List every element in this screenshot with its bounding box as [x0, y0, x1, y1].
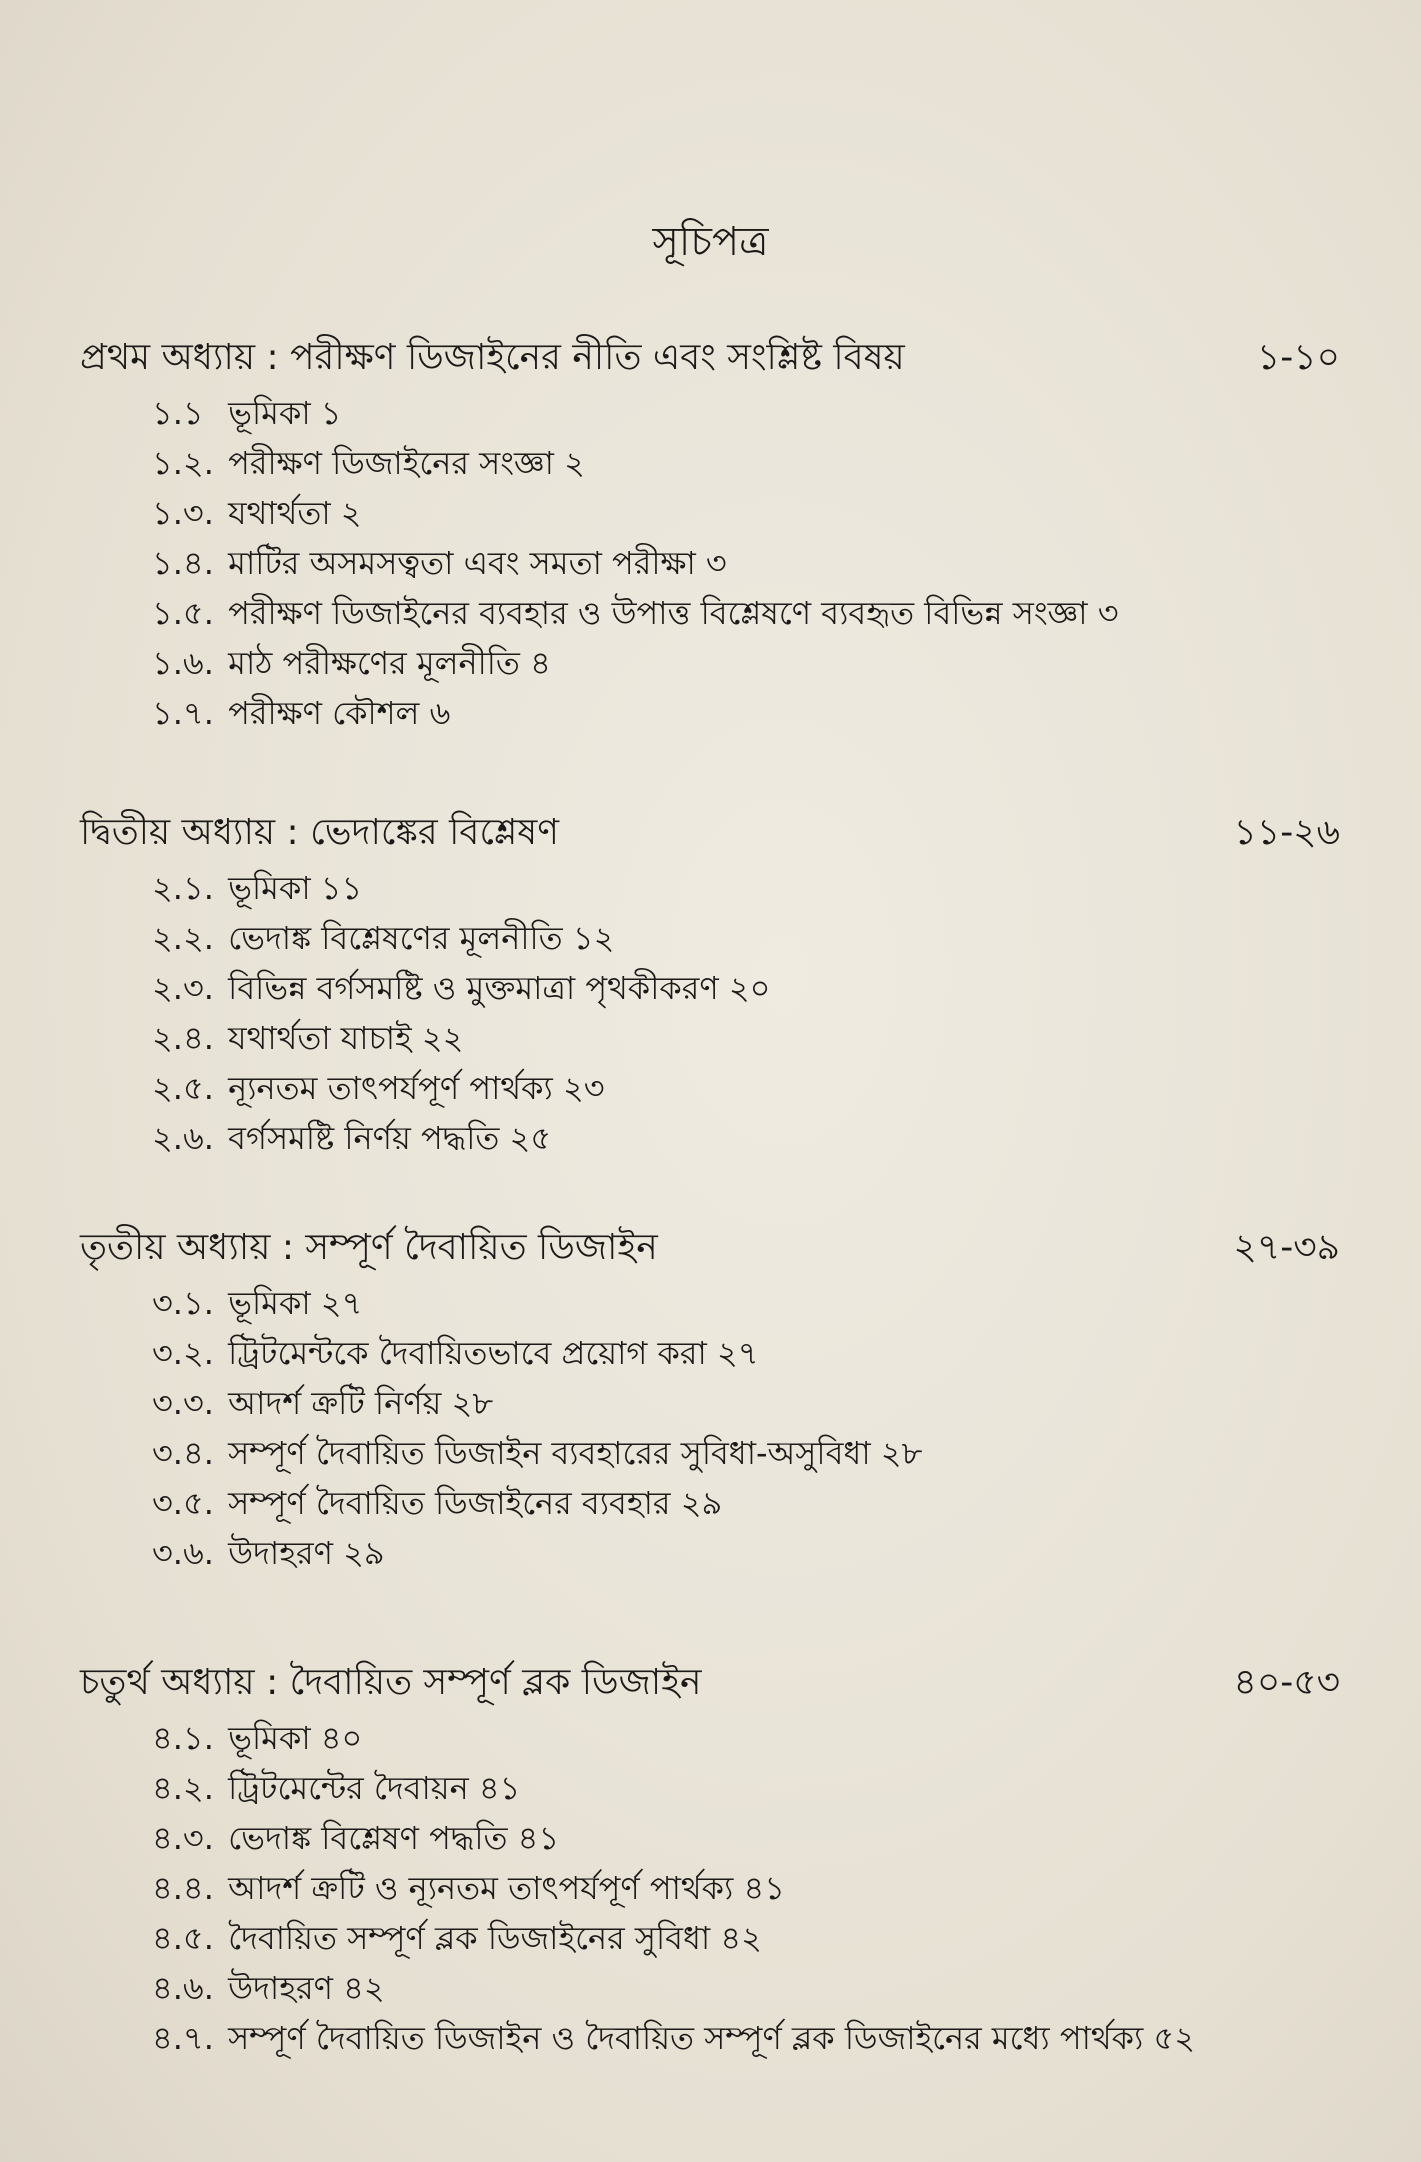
section-entry	[152, 1113, 1340, 1163]
section-number: ১.৫.	[152, 594, 214, 632]
chapter-page-range: ১-১০	[1256, 337, 1340, 378]
section-number: ৪.৪.	[152, 1869, 214, 1907]
section-title: ট্রিটমেন্টের দৈবায়ন ৪১	[228, 1769, 521, 1807]
chapter-heading	[80, 805, 1340, 863]
section-title: ভূমিকা ৪০	[228, 1719, 363, 1757]
section-title: উদাহরণ ৪২	[228, 1969, 385, 2007]
section-number: ৩.৩.	[152, 1384, 214, 1422]
section-number: ২.১.	[152, 869, 214, 907]
section-title: মাঠ পরীক্ষণের মূলনীতি ৪	[228, 644, 551, 682]
chapter-page-range: ১১-২৬	[1233, 812, 1340, 853]
section-entry	[152, 538, 1340, 588]
section-entry	[152, 1963, 1340, 2013]
section-entry	[152, 1713, 1340, 1763]
section-entry	[152, 1763, 1340, 1813]
section-entry	[152, 913, 1340, 963]
section-number: ১.১	[152, 394, 204, 432]
section-list	[80, 863, 1340, 1163]
chapter-title: চতুর্থ অধ্যায় : দৈবায়িত সম্পূর্ণ ব্লক ডিজাইন	[80, 1662, 702, 1703]
section-entry	[152, 2013, 1340, 2063]
section-title: দৈবায়িত সম্পূর্ণ ব্লক ডিজাইনের সুবিধা ৪২	[228, 1919, 762, 1957]
section-title: ভূমিকা ২৭	[228, 1284, 363, 1322]
section-number: ১.৪.	[152, 544, 214, 582]
chapter-page-range: ৪০-৫৩	[1233, 1662, 1340, 1703]
section-title: ভেদাঙ্ক বিশ্লেষণের মূলনীতি ১২	[228, 919, 615, 957]
section-title: ভূমিকা ১১	[228, 869, 363, 907]
chapter-3	[80, 1220, 1340, 1578]
section-number: ৩.৪.	[152, 1434, 214, 1472]
section-list	[80, 1278, 1340, 1578]
section-entry	[152, 1013, 1340, 1063]
section-number: ৩.২.	[152, 1334, 214, 1372]
section-number: ১.৭.	[152, 694, 214, 732]
section-number: ৪.১.	[152, 1719, 214, 1757]
section-entry	[152, 1328, 1340, 1378]
section-list	[80, 388, 1340, 738]
section-number: ১.২.	[152, 444, 214, 482]
section-number: ১.৩.	[152, 494, 214, 532]
section-entry	[152, 1428, 1340, 1478]
chapter-4	[80, 1655, 1340, 2063]
section-entry	[152, 963, 1340, 1013]
chapter-heading	[80, 330, 1340, 388]
page-title: সূচিপত্র	[652, 219, 769, 265]
section-title: যথার্থতা ২	[228, 494, 362, 532]
section-number: ৩.১.	[152, 1284, 214, 1322]
section-entry	[152, 688, 1340, 738]
chapter-title: দ্বিতীয় অধ্যায় : ভেদাঙ্কের বিশ্লেষণ	[80, 812, 560, 853]
section-title: পরীক্ষণ ডিজাইনের ব্যবহার ও উপাত্ত বিশ্লেষণে ব্যবহৃত বিভিন্ন সংজ্ঞা ৩	[228, 594, 1119, 632]
section-entry	[152, 438, 1340, 488]
section-entry	[152, 1528, 1340, 1578]
section-title: ট্রিটমেন্টকে দৈবায়িতভাবে প্রয়োগ করা ২৭	[228, 1334, 759, 1372]
section-number: ৪.৬.	[152, 1969, 214, 2007]
section-entry	[152, 1478, 1340, 1528]
chapter-1	[80, 330, 1340, 738]
section-number: ৩.৫.	[152, 1484, 214, 1522]
section-entry	[152, 1863, 1340, 1913]
section-title: উদাহরণ ২৯	[228, 1534, 385, 1572]
section-number: ৩.৬.	[152, 1534, 214, 1572]
section-entry	[152, 1063, 1340, 1113]
section-number: ২.৬.	[152, 1119, 214, 1157]
section-entry	[152, 1278, 1340, 1328]
section-number: ৪.৩.	[152, 1819, 214, 1857]
section-title: সম্পূর্ণ দৈবায়িত ডিজাইন ও দৈবায়িত সম্পূর্ণ ব্লক ডিজাইনের মধ্যে পার্থক্য ৫২	[228, 2019, 1196, 2057]
section-number: ৪.৭.	[152, 2019, 214, 2057]
section-entry	[152, 588, 1340, 638]
section-entry	[152, 388, 1340, 438]
section-title: সম্পূর্ণ দৈবায়িত ডিজাইনের ব্যবহার ২৯	[228, 1484, 723, 1522]
section-entry	[152, 1378, 1340, 1428]
chapter-heading	[80, 1655, 1340, 1713]
section-title: বিভিন্ন বর্গসমষ্টি ও মুক্তমাত্রা পৃথকীকরণ ২০	[228, 969, 771, 1007]
section-title: বর্গসমষ্টি নির্ণয় পদ্ধতি ২৫	[228, 1119, 552, 1157]
section-entry	[152, 488, 1340, 538]
chapter-title: তৃতীয় অধ্যায় : সম্পূর্ণ দৈবায়িত ডিজাইন	[80, 1227, 658, 1268]
section-number: ৪.২.	[152, 1769, 214, 1807]
section-entry	[152, 1913, 1340, 1963]
section-title: পরীক্ষণ কৌশল ৬	[228, 694, 451, 732]
section-title: ভূমিকা ১	[228, 394, 342, 432]
chapter-heading	[80, 1220, 1340, 1278]
section-number: ৪.৫.	[152, 1919, 214, 1957]
section-number: ২.৪.	[152, 1019, 214, 1057]
section-title: যথার্থতা যাচাই ২২	[228, 1019, 464, 1057]
section-title: আদর্শ ক্রটি ও ন্যূনতম তাৎপর্যপূর্ণ পার্থক্য ৪১	[228, 1869, 785, 1907]
section-entry	[152, 638, 1340, 688]
chapter-page-range: ২৭-৩৯	[1233, 1227, 1340, 1268]
section-number: ২.৩.	[152, 969, 214, 1007]
chapter-2	[80, 805, 1340, 1163]
section-title: সম্পূর্ণ দৈবায়িত ডিজাইন ব্যবহারের সুবিধা-অসুবিধা ২৮	[228, 1434, 923, 1472]
section-title: মাটির অসমসত্বতা এবং সমতা পরীক্ষা ৩	[228, 544, 727, 582]
section-title: ভেদাঙ্ক বিশ্লেষণ পদ্ধতি ৪১	[228, 1819, 560, 1857]
section-entry	[152, 863, 1340, 913]
section-title: আদর্শ ক্রটি নির্ণয় ২৮	[228, 1384, 494, 1422]
section-number: ২.২.	[152, 919, 214, 957]
chapter-title: প্রথম অধ্যায় : পরীক্ষণ ডিজাইনের নীতি এবং সংশ্লিষ্ট বিষয়	[80, 337, 905, 378]
section-title: ন্যূনতম তাৎপর্যপূর্ণ পার্থক্য ২৩	[228, 1069, 605, 1107]
section-entry	[152, 1813, 1340, 1863]
section-title: পরীক্ষণ ডিজাইনের সংজ্ঞা ২	[228, 444, 585, 482]
section-number: ১.৬.	[152, 644, 214, 682]
section-number: ২.৫.	[152, 1069, 214, 1107]
section-list	[80, 1713, 1340, 2063]
